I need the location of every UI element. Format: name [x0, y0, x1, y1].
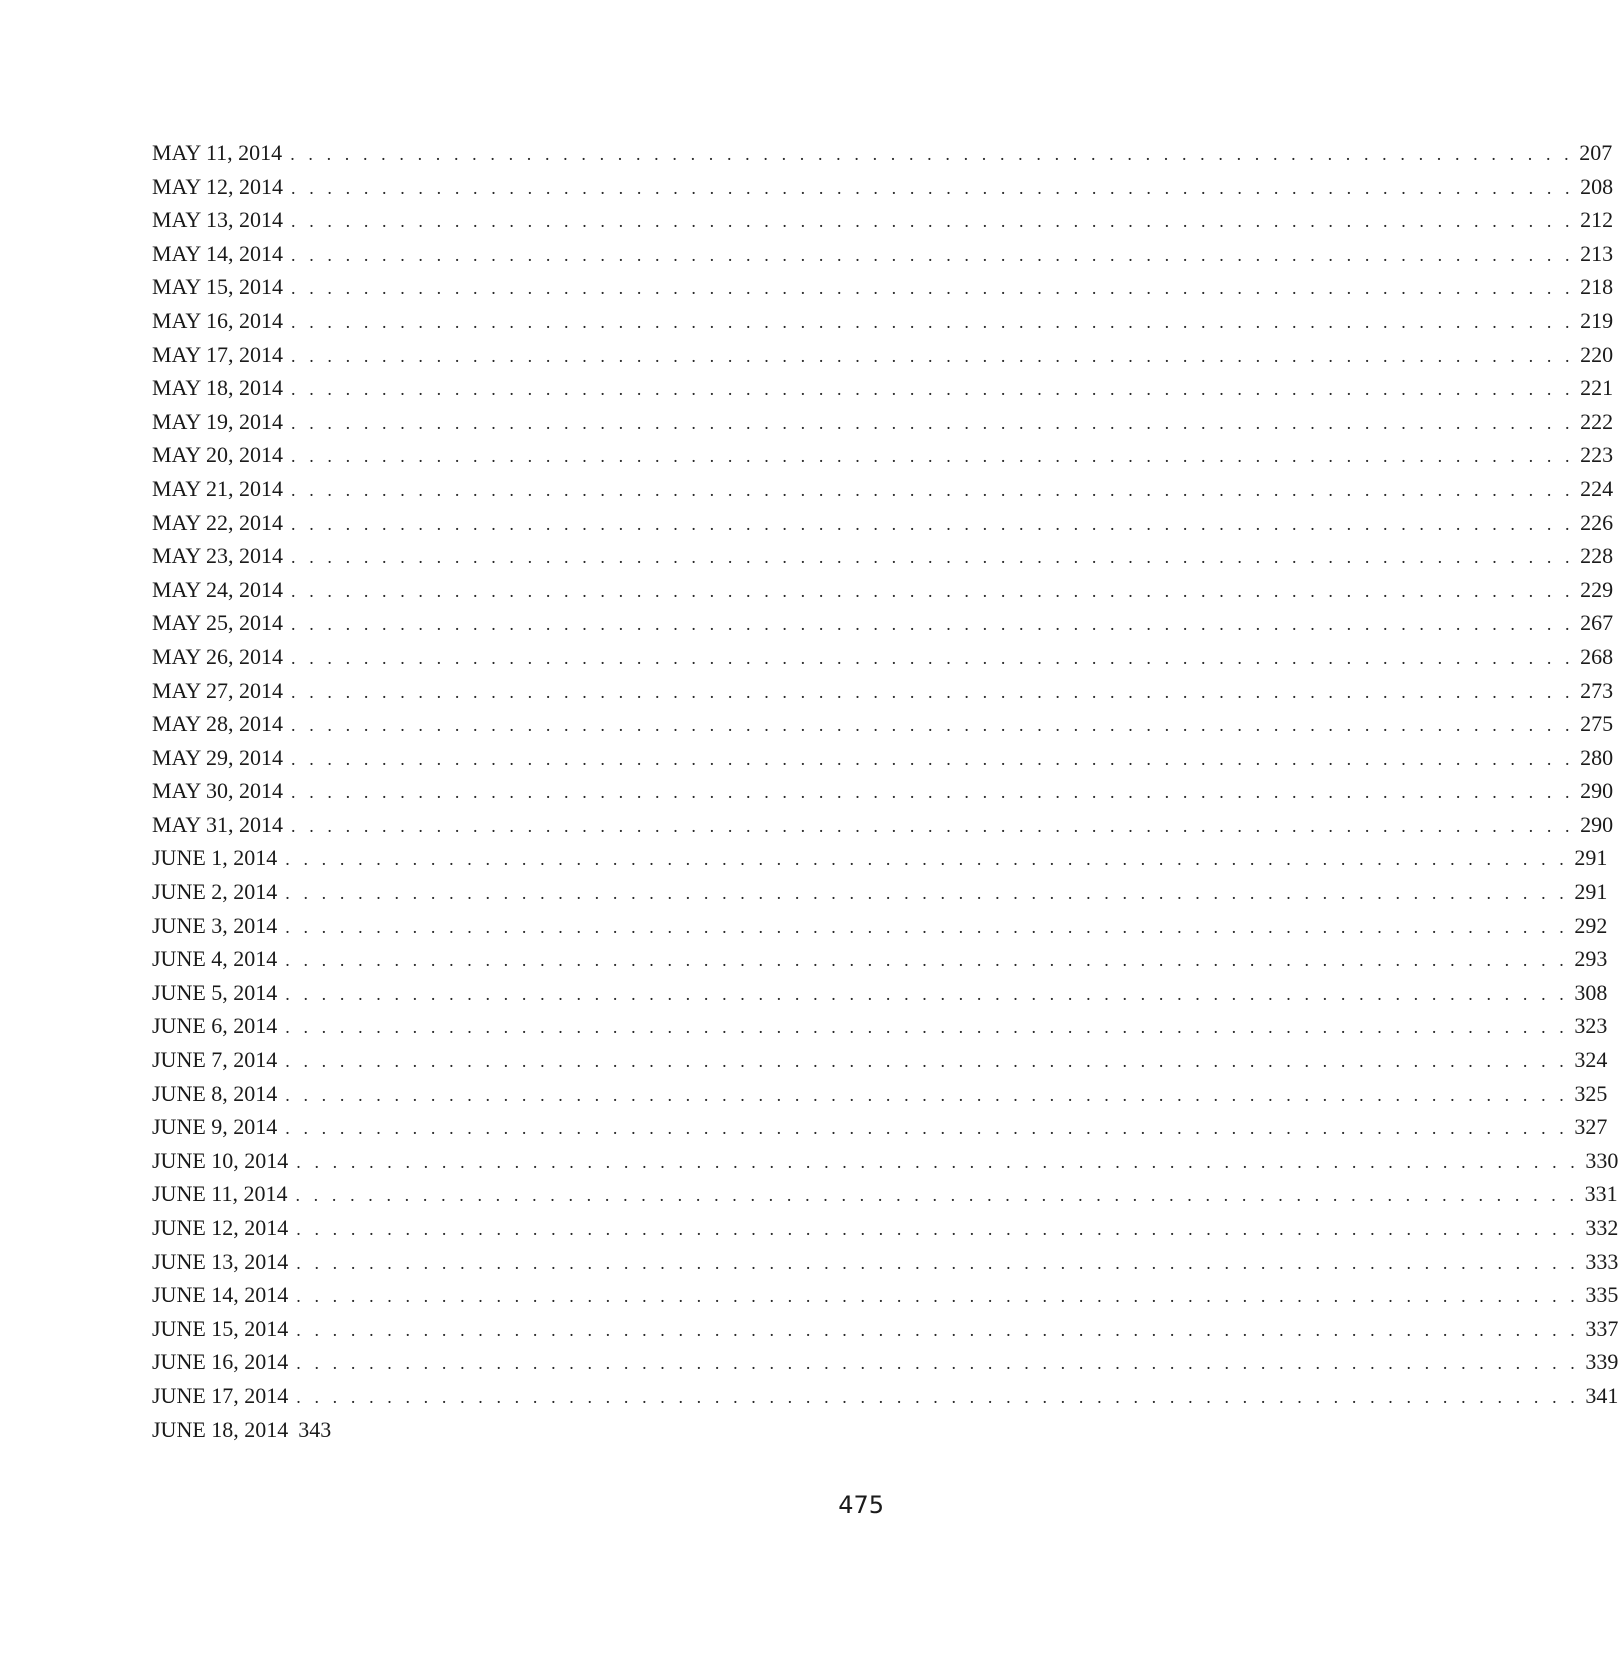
toc-entry[interactable] — [152, 640, 1614, 674]
toc-entry-label: MAY 24, 2014 — [152, 576, 284, 602]
toc-entry[interactable] — [152, 909, 1608, 943]
toc-entry[interactable] — [152, 1211, 1618, 1245]
toc-entry-label: MAY 13, 2014 — [152, 207, 284, 233]
dot-leader: . . . . . . . . . . . . . . . . . . . . . . . . . . . . . . . . . . . . . . . . . . . . . . . . . . . . . . . . . . . . . . . . . . . . . . . — [285, 883, 1569, 904]
dot-leader: . . . . . . . . . . . . . . . . . . . . . . . . . . . . . . . . . . . . . . . . . . . . . . . . . . . . . . . . . . . . . . . . . . . . . . . — [291, 782, 1575, 803]
dot-leader: . . . . . . . . . . . . . . . . . . . . . . . . . . . . . . . . . . . . . . . . . . . . . . . . . . . . . . . . . . . . . . . . . . . . . . . — [296, 1286, 1580, 1307]
toc-entry[interactable] — [152, 1077, 1608, 1111]
table-of-contents — [152, 136, 1618, 1446]
toc-entry[interactable] — [152, 237, 1614, 271]
toc-entry-page: 323 — [1574, 1013, 1608, 1039]
toc-entry-label: MAY 23, 2014 — [152, 543, 284, 569]
toc-entry[interactable] — [152, 942, 1608, 976]
dot-leader: . . . . . . . . . . . . . . . . . . . . . . . . . . . . . . . . . . . . . . . . . . . . . . . . . . . . . . . . . . . . . . . . . . . . . . . — [291, 547, 1575, 568]
toc-entry-label: JUNE 7, 2014 — [152, 1047, 278, 1073]
dot-leader: . . . . . . . . . . . . . . . . . . . . . . . . . . . . . . . . . . . . . . . . . . . . . . . . . . . . . . . . . . . . . . . . . . . . . . . — [296, 1353, 1580, 1374]
toc-entry-label: MAY 26, 2014 — [152, 643, 284, 669]
toc-entry-page: 280 — [1580, 744, 1614, 770]
dot-leader: . . . . . . . . . . . . . . . . . . . . . . . . . . . . . . . . . . . . . . . . . . . . . . . . . . . . . . . . . . . . . . . . . . . . . . . — [285, 983, 1569, 1004]
toc-entry-label: MAY 28, 2014 — [152, 711, 284, 737]
dot-leader: . . . . . . . . . . . . . . . . . . . . . . . . . . . . . . . . . . . . . . . . . . . . . . . . . . . . . . . . . . . . . . . . . . . . . . . — [291, 580, 1575, 601]
dot-leader: . . . . . . . . . . . . . . . . . . . . . . . . . . . . . . . . . . . . . . . . . . . . . . . . . . . . . . . . . . . . . . . . . . . . . . . — [291, 815, 1575, 836]
toc-entry-label: MAY 22, 2014 — [152, 509, 284, 535]
toc-entry[interactable] — [152, 1144, 1618, 1178]
toc-entry-page: 330 — [1585, 1147, 1618, 1173]
toc-entry-page: 219 — [1580, 307, 1614, 333]
toc-entry[interactable] — [152, 774, 1614, 808]
dot-leader: . . . . . . . . . . . . . . . . . . . . . . . . . . . . . . . . . . . . . . . . . . . . . . . . . . . . . . . . . . . . . . . . . . . . . . . — [285, 1084, 1569, 1105]
toc-entry[interactable] — [152, 1379, 1618, 1413]
dot-leader: . . . . . . . . . . . . . . . . . . . . . . . . . . . . . . . . . . . . . . . . . . . . . . . . . . . . . . . . . . . . . . . . . . . . . . . — [291, 479, 1575, 500]
toc-entry[interactable] — [152, 203, 1614, 237]
dot-leader: . . . . . . . . . . . . . . . . . . . . . . . . . . . . . . . . . . . . . . . . . . . . . . . . . . . . . . . . . . . . . . . . . . . . . . . — [291, 345, 1575, 366]
dot-leader: . . . . . . . . . . . . . . . . . . . . . . . . . . . . . . . . . . . . . . . . . . . . . . . . . . . . . . . . . . . . . . . . . . . . . . . — [285, 916, 1569, 937]
toc-entry-page: 331 — [1584, 1181, 1618, 1207]
dot-leader: . . . . . . . . . . . . . . . . . . . . . . . . . . . . . . . . . . . . . . . . . . . . . . . . . . . . . . . . . . . . . . . . . . . . . . . — [291, 614, 1575, 635]
toc-entry-page: 222 — [1580, 408, 1614, 434]
toc-entry-page: 332 — [1585, 1215, 1618, 1240]
toc-entry-label: JUNE 16, 2014 — [152, 1349, 289, 1375]
toc-entry-page: 267 — [1580, 610, 1614, 636]
toc-entry[interactable] — [152, 136, 1613, 170]
toc-entry-page: 221 — [1580, 375, 1614, 401]
toc-entry-label: JUNE 1, 2014 — [152, 845, 278, 871]
dot-leader: . . . . . . . . . . . . . . . . . . . . . . . . . . . . . . . . . . . . . . . . . . . . . . . . . . . . . . . . . . . . . . . . . . . . . . . — [285, 950, 1569, 971]
toc-entry[interactable] — [152, 1177, 1618, 1211]
dot-leader: . . . . . . . . . . . . . . . . . . . . . . . . . . . . . . . . . . . . . . . . . . . . . . . . . . . . . . . . . . . . . . . . . . . . . . . — [291, 412, 1575, 433]
toc-entry[interactable] — [152, 371, 1614, 405]
toc-entry-label: MAY 11, 2014 — [152, 140, 283, 165]
toc-entry-label: MAY 25, 2014 — [152, 610, 284, 636]
toc-entry-label: JUNE 5, 2014 — [152, 979, 278, 1005]
toc-entry-label: JUNE 17, 2014 — [152, 1382, 289, 1408]
toc-entry-page: 324 — [1574, 1047, 1608, 1073]
toc-entry-label: MAY 20, 2014 — [152, 442, 284, 468]
toc-entry-page: 290 — [1580, 811, 1614, 837]
toc-entry-label: MAY 31, 2014 — [152, 811, 284, 837]
toc-entry[interactable] — [152, 338, 1614, 372]
toc-entry[interactable] — [152, 472, 1614, 506]
toc-entry[interactable] — [152, 1278, 1618, 1312]
toc-entry-label: JUNE 11, 2014 — [152, 1181, 288, 1207]
toc-entry-label: JUNE 9, 2014 — [152, 1114, 278, 1140]
dot-leader: . . . . . . . . . . . . . . . . . . . . . . . . . . . . . . . . . . . . . . . . . . . . . . . . . . . . . . . . . . . . . . . . . . . . . . . — [285, 1051, 1569, 1072]
dot-leader: . . . . . . . . . . . . . . . . . . . . . . . . . . . . . . . . . . . . . . . . . . . . . . . . . . . . . . . . . . . . . . . . . . . . . . . — [296, 1219, 1580, 1239]
dot-leader: . . . . . . . . . . . . . . . . . . . . . . . . . . . . . . . . . . . . . . . . . . . . . . . . . . . . . . . . . . . . . . . . . . . . . . . — [291, 715, 1575, 736]
dot-leader: . . . . . . . . . . . . . . . . . . . . . . . . . . . . . . . . . . . . . . . . . . . . . . . . . . . . . . . . . . . . . . . . . . . . . . . — [291, 446, 1575, 467]
toc-entry-label: JUNE 3, 2014 — [152, 912, 278, 938]
toc-entry-page: 223 — [1580, 442, 1614, 468]
toc-entry-page: 213 — [1580, 240, 1614, 266]
toc-entry-page: 333 — [1585, 1248, 1618, 1274]
toc-entry-page: 291 — [1574, 879, 1608, 905]
toc-entry[interactable] — [152, 1043, 1608, 1077]
toc-entry-label: MAY 27, 2014 — [152, 677, 284, 703]
dot-leader: . . . . . . . . . . . . . . . . . . . . . . . . . . . . . . . . . . . . . . . . . . . . . . . . . . . . . . . . . . . . . . . . . . . . . . . — [285, 1017, 1569, 1038]
toc-entry-label: MAY 16, 2014 — [152, 307, 284, 333]
dot-leader: . . . . . . . . . . . . . . . . . . . . . . . . . . . . . . . . . . . . . . . . . . . . . . . . . . . . . . . . . . . . . . . . . . . . . . . — [291, 311, 1575, 332]
toc-entry-label: MAY 30, 2014 — [152, 778, 284, 804]
dot-leader: . . . . . . . . . . . . . . . . . . . . . . . . . . . . . . . . . . . . . . . . . . . . . . . . . . . . . . . . . . . . . . . . . . . . . . . — [291, 748, 1575, 769]
toc-entry[interactable] — [152, 808, 1614, 842]
toc-entry-page: 293 — [1574, 946, 1608, 972]
dot-leader: . . . . . . . . . . . . . . . . . . . . . . . . . . . . . . . . . . . . . . . . . . . . . . . . . . . . . . . . . . . . . . . . . . . . . . . — [291, 244, 1575, 265]
toc-entry-label: MAY 29, 2014 — [152, 744, 284, 770]
toc-entry[interactable] — [152, 405, 1614, 439]
toc-entry-page: 308 — [1574, 979, 1608, 1005]
dot-leader: . . . . . . . . . . . . . . . . . . . . . . . . . . . . . . . . . . . . . . . . . . . . . . . . . . . . . . . . . . . . . . . . . . . . . . . — [285, 849, 1569, 870]
toc-entry[interactable] — [152, 304, 1614, 338]
page-number: 475 — [838, 1491, 884, 1519]
dot-leader: . . . . . . . . . . . . . . . . . . . . . . . . . . . . . . . . . . . . . . . . . . . . . . . . . . . . . . . . . . . . . . . . . . . . . . . — [290, 144, 1574, 164]
toc-entry-label: MAY 14, 2014 — [152, 240, 284, 266]
toc-entry-label: MAY 17, 2014 — [152, 341, 284, 367]
toc-entry[interactable] — [152, 1110, 1608, 1144]
toc-entry-page: 218 — [1580, 274, 1614, 300]
toc-entry[interactable] — [152, 1312, 1618, 1346]
dot-leader: . . . . . . . . . . . . . . . . . . . . . . . . . . . . . . . . . . . . . . . . . . . . . . . . . . . . . . . . . . . . . . . . . . . . . . . — [291, 278, 1575, 299]
toc-entry-page: 275 — [1580, 711, 1614, 737]
dot-leader: . . . . . . . . . . . . . . . . . . . . . . . . . . . . . . . . . . . . . . . . . . . . . . . . . . . . . . . . . . . . . . . . . . . . . . . — [296, 1386, 1580, 1407]
toc-entry[interactable] — [152, 741, 1614, 775]
toc-entry[interactable] — [152, 438, 1614, 472]
toc-entry-label: MAY 15, 2014 — [152, 274, 284, 300]
toc-entry-label: JUNE 4, 2014 — [152, 946, 278, 972]
toc-entry-page: 208 — [1580, 173, 1614, 199]
toc-entry-label: JUNE 14, 2014 — [152, 1282, 289, 1308]
toc-entry[interactable] — [152, 1245, 1618, 1279]
toc-entry-page: 224 — [1580, 475, 1614, 501]
toc-entry-last[interactable] — [152, 1413, 884, 1447]
toc-entry[interactable] — [152, 170, 1614, 204]
toc-entry[interactable] — [152, 707, 1614, 741]
toc-entry-label: MAY 12, 2014 — [152, 173, 284, 199]
toc-entry-label: JUNE 10, 2014 — [152, 1147, 289, 1173]
toc-entry[interactable] — [152, 606, 1614, 640]
dot-leader: . . . . . . . . . . . . . . . . . . . . . . . . . . . . . . . . . . . . . . . . . . . . . . . . . . . . . . . . . . . . . . . . . . . . . . . — [291, 379, 1575, 400]
toc-entry-page: 343 — [298, 1416, 332, 1442]
toc-entry-page: 325 — [1574, 1080, 1608, 1106]
toc-entry[interactable] — [152, 674, 1614, 708]
toc-entry-page: 220 — [1580, 341, 1614, 367]
dot-leader: . . . . . . . . . . . . . . . . . . . . . . . . . . . . . . . . . . . . . . . . . . . . . . . . . . . . . . . . . . . . . . . . . . . . . . . — [285, 1118, 1569, 1139]
toc-entry[interactable] — [152, 841, 1608, 875]
toc-entry-label: JUNE 12, 2014 — [152, 1215, 289, 1240]
dot-leader: . . . . . . . . . . . . . . . . . . . . . . . . . . . . . . . . . . . . . . . . . . . . . . . . . . . . . . . . . . . . . . . . . . . . . . . — [296, 1151, 1580, 1172]
toc-entry[interactable] — [152, 976, 1608, 1010]
toc-entry[interactable] — [152, 539, 1614, 573]
toc-entry[interactable] — [152, 1345, 1618, 1379]
toc-entry-page: 273 — [1580, 677, 1614, 703]
dot-leader: . . . . . . . . . . . . . . . . . . . . . . . . . . . . . . . . . . . . . . . . . . . . . . . . . . . . . . . . . . . . . . . . . . . . . . . — [291, 211, 1575, 232]
dot-leader: . . . . . . . . . . . . . . . . . . . . . . . . . . . . . . . . . . . . . . . . . . . . . . . . . . . . . . . . . . . . . . . . . . . . . . . — [291, 647, 1575, 668]
toc-entry-label: JUNE 13, 2014 — [152, 1248, 289, 1274]
toc-entry[interactable] — [152, 1009, 1608, 1043]
dot-leader: . . . . . . . . . . . . . . . . . . . . . . . . . . . . . . . . . . . . . . . . . . . . . . . . . . . . . . . . . . . . . . . . . . . . . . . — [296, 1319, 1580, 1340]
toc-entry-label: MAY 18, 2014 — [152, 375, 284, 401]
toc-entry-label: JUNE 8, 2014 — [152, 1080, 278, 1106]
dot-leader: . . . . . . . . . . . . . . . . . . . . . . . . . . . . . . . . . . . . . . . . . . . . . . . . . . . . . . . . . . . . . . . . . . . . . . . — [291, 177, 1575, 198]
toc-entry-label: JUNE 6, 2014 — [152, 1013, 278, 1039]
toc-entry[interactable] — [152, 573, 1614, 607]
toc-entry-page: 292 — [1574, 912, 1608, 938]
toc-entry-label: MAY 21, 2014 — [152, 475, 284, 501]
toc-entry-label: MAY 19, 2014 — [152, 408, 284, 434]
toc-entry-page: 335 — [1585, 1282, 1618, 1308]
dot-leader: . . . . . . . . . . . . . . . . . . . . . . . . . . . . . . . . . . . . . . . . . . . . . . . . . . . . . . . . . . . . . . . . . . . . . . . — [291, 513, 1575, 534]
toc-entry-label: JUNE 2, 2014 — [152, 879, 278, 905]
toc-entry-page: 337 — [1585, 1315, 1618, 1341]
toc-entry-label: JUNE 15, 2014 — [152, 1315, 289, 1341]
dot-leader: . . . . . . . . . . . . . . . . . . . . . . . . . . . . . . . . . . . . . . . . . . . . . . . . . . . . . . . . . . . . . . . . . . . . . . . — [291, 681, 1575, 702]
toc-entry-page: 339 — [1585, 1349, 1618, 1375]
toc-entry-page: 327 — [1574, 1114, 1608, 1140]
toc-entry-page: 226 — [1580, 509, 1614, 535]
toc-entry-page: 290 — [1580, 778, 1614, 804]
dot-leader: . . . . . . . . . . . . . . . . . . . . . . . . . . . . . . . . . . . . . . . . . . . . . . . . . . . . . . . . . . . . . . . . . . . . . . . — [296, 1252, 1580, 1273]
toc-entry-page: 341 — [1585, 1382, 1618, 1408]
toc-entry-page: 291 — [1574, 845, 1608, 871]
toc-entry[interactable] — [152, 270, 1614, 304]
dot-leader: . . . . . . . . . . . . . . . . . . . . . . . . . . . . . . . . . . . . . . . . . . . . . . . . . . . . . . . . . . . . . . . . . . . . . . . — [295, 1185, 1579, 1206]
toc-entry-page: 212 — [1580, 207, 1614, 233]
toc-entry-label: JUNE 18, 2014 — [152, 1416, 289, 1442]
toc-entry[interactable] — [152, 506, 1614, 540]
toc-entry[interactable] — [152, 875, 1608, 909]
toc-entry-page: 229 — [1580, 576, 1614, 602]
toc-entry-page: 268 — [1580, 643, 1614, 669]
toc-entry-page: 228 — [1580, 543, 1614, 569]
toc-entry-page: 207 — [1579, 140, 1613, 165]
